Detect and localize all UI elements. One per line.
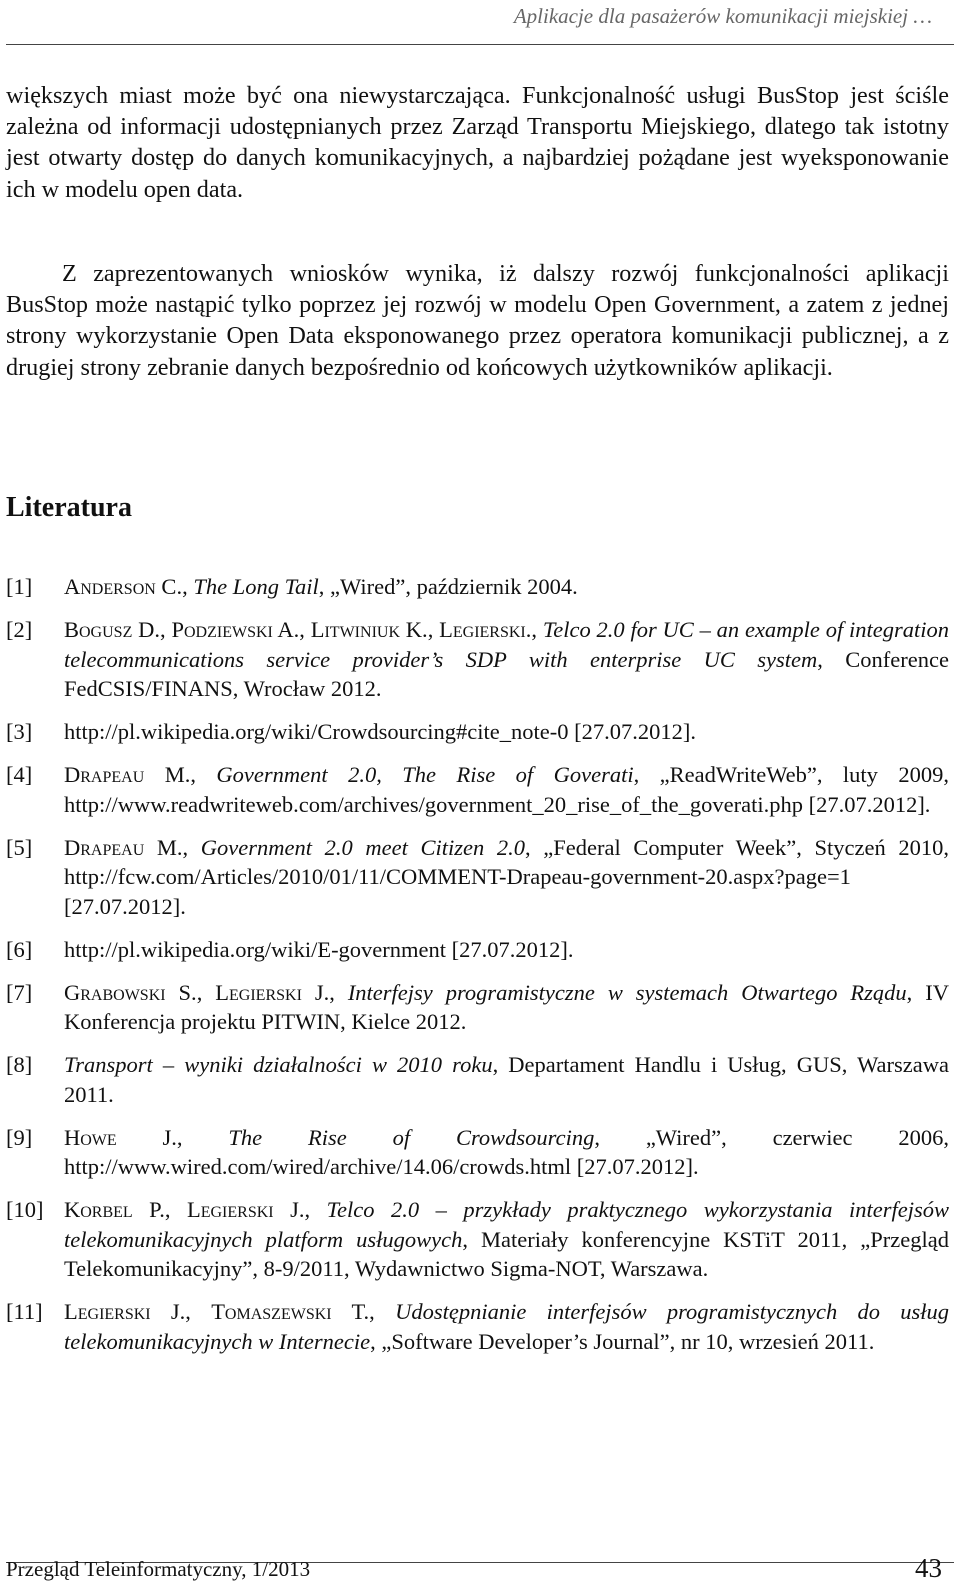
reference-number: [9] — [6, 1124, 33, 1150]
reference-segment: , — [531, 617, 543, 642]
reference-list — [6, 572, 949, 1370]
reference-author: Grabowski S. — [64, 979, 197, 1005]
reference-author: Drapeau M. — [64, 834, 183, 860]
reference-text — [64, 1195, 949, 1284]
reference-number: [3] — [6, 719, 33, 744]
reference-number: [5] — [6, 834, 33, 860]
reference-segment: , Conference FedCSIS/FINANS, Wrocław 2012. — [64, 646, 949, 701]
reference-author: Bogusz D. — [64, 617, 161, 642]
reference-author: Tomaszewski T. — [211, 1299, 370, 1324]
reference-number: [8] — [6, 1052, 33, 1077]
reference-segment: , „Software Developer’s Journal”, nr 10, wrzesień 2011. — [370, 1328, 875, 1354]
reference-text — [64, 1123, 949, 1182]
reference-number: [10] — [6, 1197, 44, 1222]
header-rule — [6, 44, 954, 45]
reference-author: Legierski J. — [186, 1197, 305, 1222]
reference-text — [64, 978, 949, 1037]
reference-segment: , — [369, 1299, 396, 1324]
reference-title: Government 2.0 meet Citizen 2.0 — [200, 834, 526, 860]
reference-author: Litwiniuk K. — [310, 617, 428, 642]
reference-segment: , „Federal Computer Week”, Styczeń 2010, http://fcw.com/Articles/2010/01/11/COMMENT-Drapeau-government-20.aspx?page=1 [27.07.2012]. — [64, 834, 950, 919]
page-number: 43 — [915, 1553, 942, 1583]
reference-title: The Rise of Crowdsourcing — [228, 1124, 595, 1150]
reference-segment: http://pl.wikipedia.org/wiki/E-government [27.07.2012]. — [64, 936, 574, 962]
reference-title: Telco 2.0 – przykłady praktycznego wykorzystania interfejsów telekomunikacyjnych platform usługowych — [64, 1197, 950, 1252]
reference-item — [6, 1195, 949, 1284]
reference-segment: , — [182, 834, 201, 860]
reference-number: [2] — [6, 617, 33, 642]
reference-segment: , IV Konferencja projektu PITWIN, Kielce 2012. — [64, 979, 949, 1034]
reference-author: Anderson C. — [64, 574, 183, 599]
reference-number: [6] — [6, 936, 33, 962]
reference-item — [6, 1050, 949, 1109]
reference-segment: , „ReadWriteWeb”, luty 2009, http://www.readwriteweb.com/archives/government_20_rise_of_the_goverati.php [27.07.2012]. — [64, 762, 950, 817]
reference-author: Legierski J. — [64, 1299, 186, 1324]
reference-title: Udostępnianie interfejsów programistycznych do usług telekomunikacyjnych w Internecie — [64, 1299, 950, 1354]
reference-text — [64, 935, 949, 965]
reference-segment: , — [329, 979, 348, 1005]
reference-segment: , — [190, 762, 217, 787]
body-paragraph-2: Z zaprezentowanych wniosków wynika, iż dalszy rozwój funkcjonalności aplikacji BusStop może nastąpić tylko poprzez jej rozwój w modelu Open Government, a zatem z jednej strony wykorzystanie Open Data eksponowanego przez operatora komunikacji publicznej, a z drugiej strony zebranie danych bezpośrednio od końcowych użytkowników aplikacji. — [6, 260, 949, 381]
reference-segment: , — [196, 979, 216, 1005]
reference-segment: , Departament Handlu i Usług, GUS, Warszawa 2011. — [64, 1052, 949, 1107]
reference-segment: , Materiały konferencyjne KSTiT 2011, „Przegląd Telekomunikacyjny”, 8-9/2011, Wydawnictwo Sigma-NOT, Warszawa. — [64, 1226, 949, 1281]
reference-item — [6, 1123, 949, 1182]
reference-author: Drapeau M. — [64, 762, 191, 787]
reference-text — [64, 572, 949, 602]
reference-number: [4] — [6, 762, 33, 787]
reference-number: [1] — [6, 574, 33, 599]
reference-segment: , — [304, 1197, 327, 1222]
reference-text — [64, 1297, 949, 1356]
reference-item — [6, 760, 949, 819]
reference-segment: , — [182, 574, 194, 599]
reference-title: The Long Tail — [193, 574, 319, 599]
reference-number: [7] — [6, 979, 33, 1005]
reference-segment: , — [176, 1124, 229, 1150]
reference-segment: , — [164, 1197, 187, 1222]
reference-item — [6, 1297, 949, 1356]
reference-item — [6, 615, 949, 704]
journal-footer: Przegląd Teleinformatyczny, 1/2013 — [6, 1557, 311, 1581]
reference-segment: , „Wired”, październik 2004. — [318, 574, 578, 599]
section-heading: Literatura — [6, 492, 132, 523]
reference-text — [64, 1050, 949, 1109]
reference-item — [6, 717, 949, 747]
reference-item — [6, 978, 949, 1037]
reference-item — [6, 935, 949, 965]
reference-text — [64, 615, 949, 704]
reference-author: Legierski J. — [215, 979, 330, 1005]
reference-segment: http://pl.wikipedia.org/wiki/Crowdsourcing#cite_note-0 [27.07.2012]. — [64, 719, 696, 744]
reference-number: [11] — [6, 1299, 43, 1324]
reference-item — [6, 833, 949, 922]
running-header: Aplikacje dla pasażerów komunikacji miejskiej … — [513, 4, 932, 28]
reference-segment: , — [185, 1299, 212, 1324]
reference-segment: , — [299, 617, 311, 642]
reference-author: Howe J. — [64, 1124, 177, 1150]
reference-text — [64, 760, 949, 819]
reference-item — [6, 572, 949, 602]
reference-segment: , — [160, 617, 172, 642]
reference-title: Government 2.0, The Rise of Goverati — [216, 762, 634, 787]
reference-segment: , „Wired”, czerwiec 2006, http://www.wired.com/wired/archive/14.06/crowds.html [27.07.2012]. — [64, 1124, 949, 1179]
reference-title: Interfejsy programistyczne w systemach Otwartego Rządu — [347, 979, 907, 1005]
reference-title: Telco 2.0 for UC – an example of integration telecommunications service provider’s SDP with enterprise UC system — [64, 617, 950, 672]
reference-text — [64, 717, 949, 747]
body-paragraph-1: większych miast może być ona niewystarczająca. Funkcjonalność usługi BusStop jest ściśle zależna od informacji udostępnianych przez Zarząd Transportu Miejskiego, dlatego tak istotny jest otwarty dostęp do danych komunikacyjnych, a najbardziej pożądane jest wyeksponowanie ich w modelu open data. — [6, 82, 949, 203]
reference-text — [64, 833, 949, 922]
reference-segment: , — [427, 617, 440, 642]
reference-author: Korbel P. — [64, 1197, 165, 1222]
reference-title: Transport – wyniki działalności w 2010 roku — [64, 1052, 493, 1077]
reference-author: Legierski. — [439, 617, 532, 642]
reference-author: Podziewski A. — [171, 617, 300, 642]
